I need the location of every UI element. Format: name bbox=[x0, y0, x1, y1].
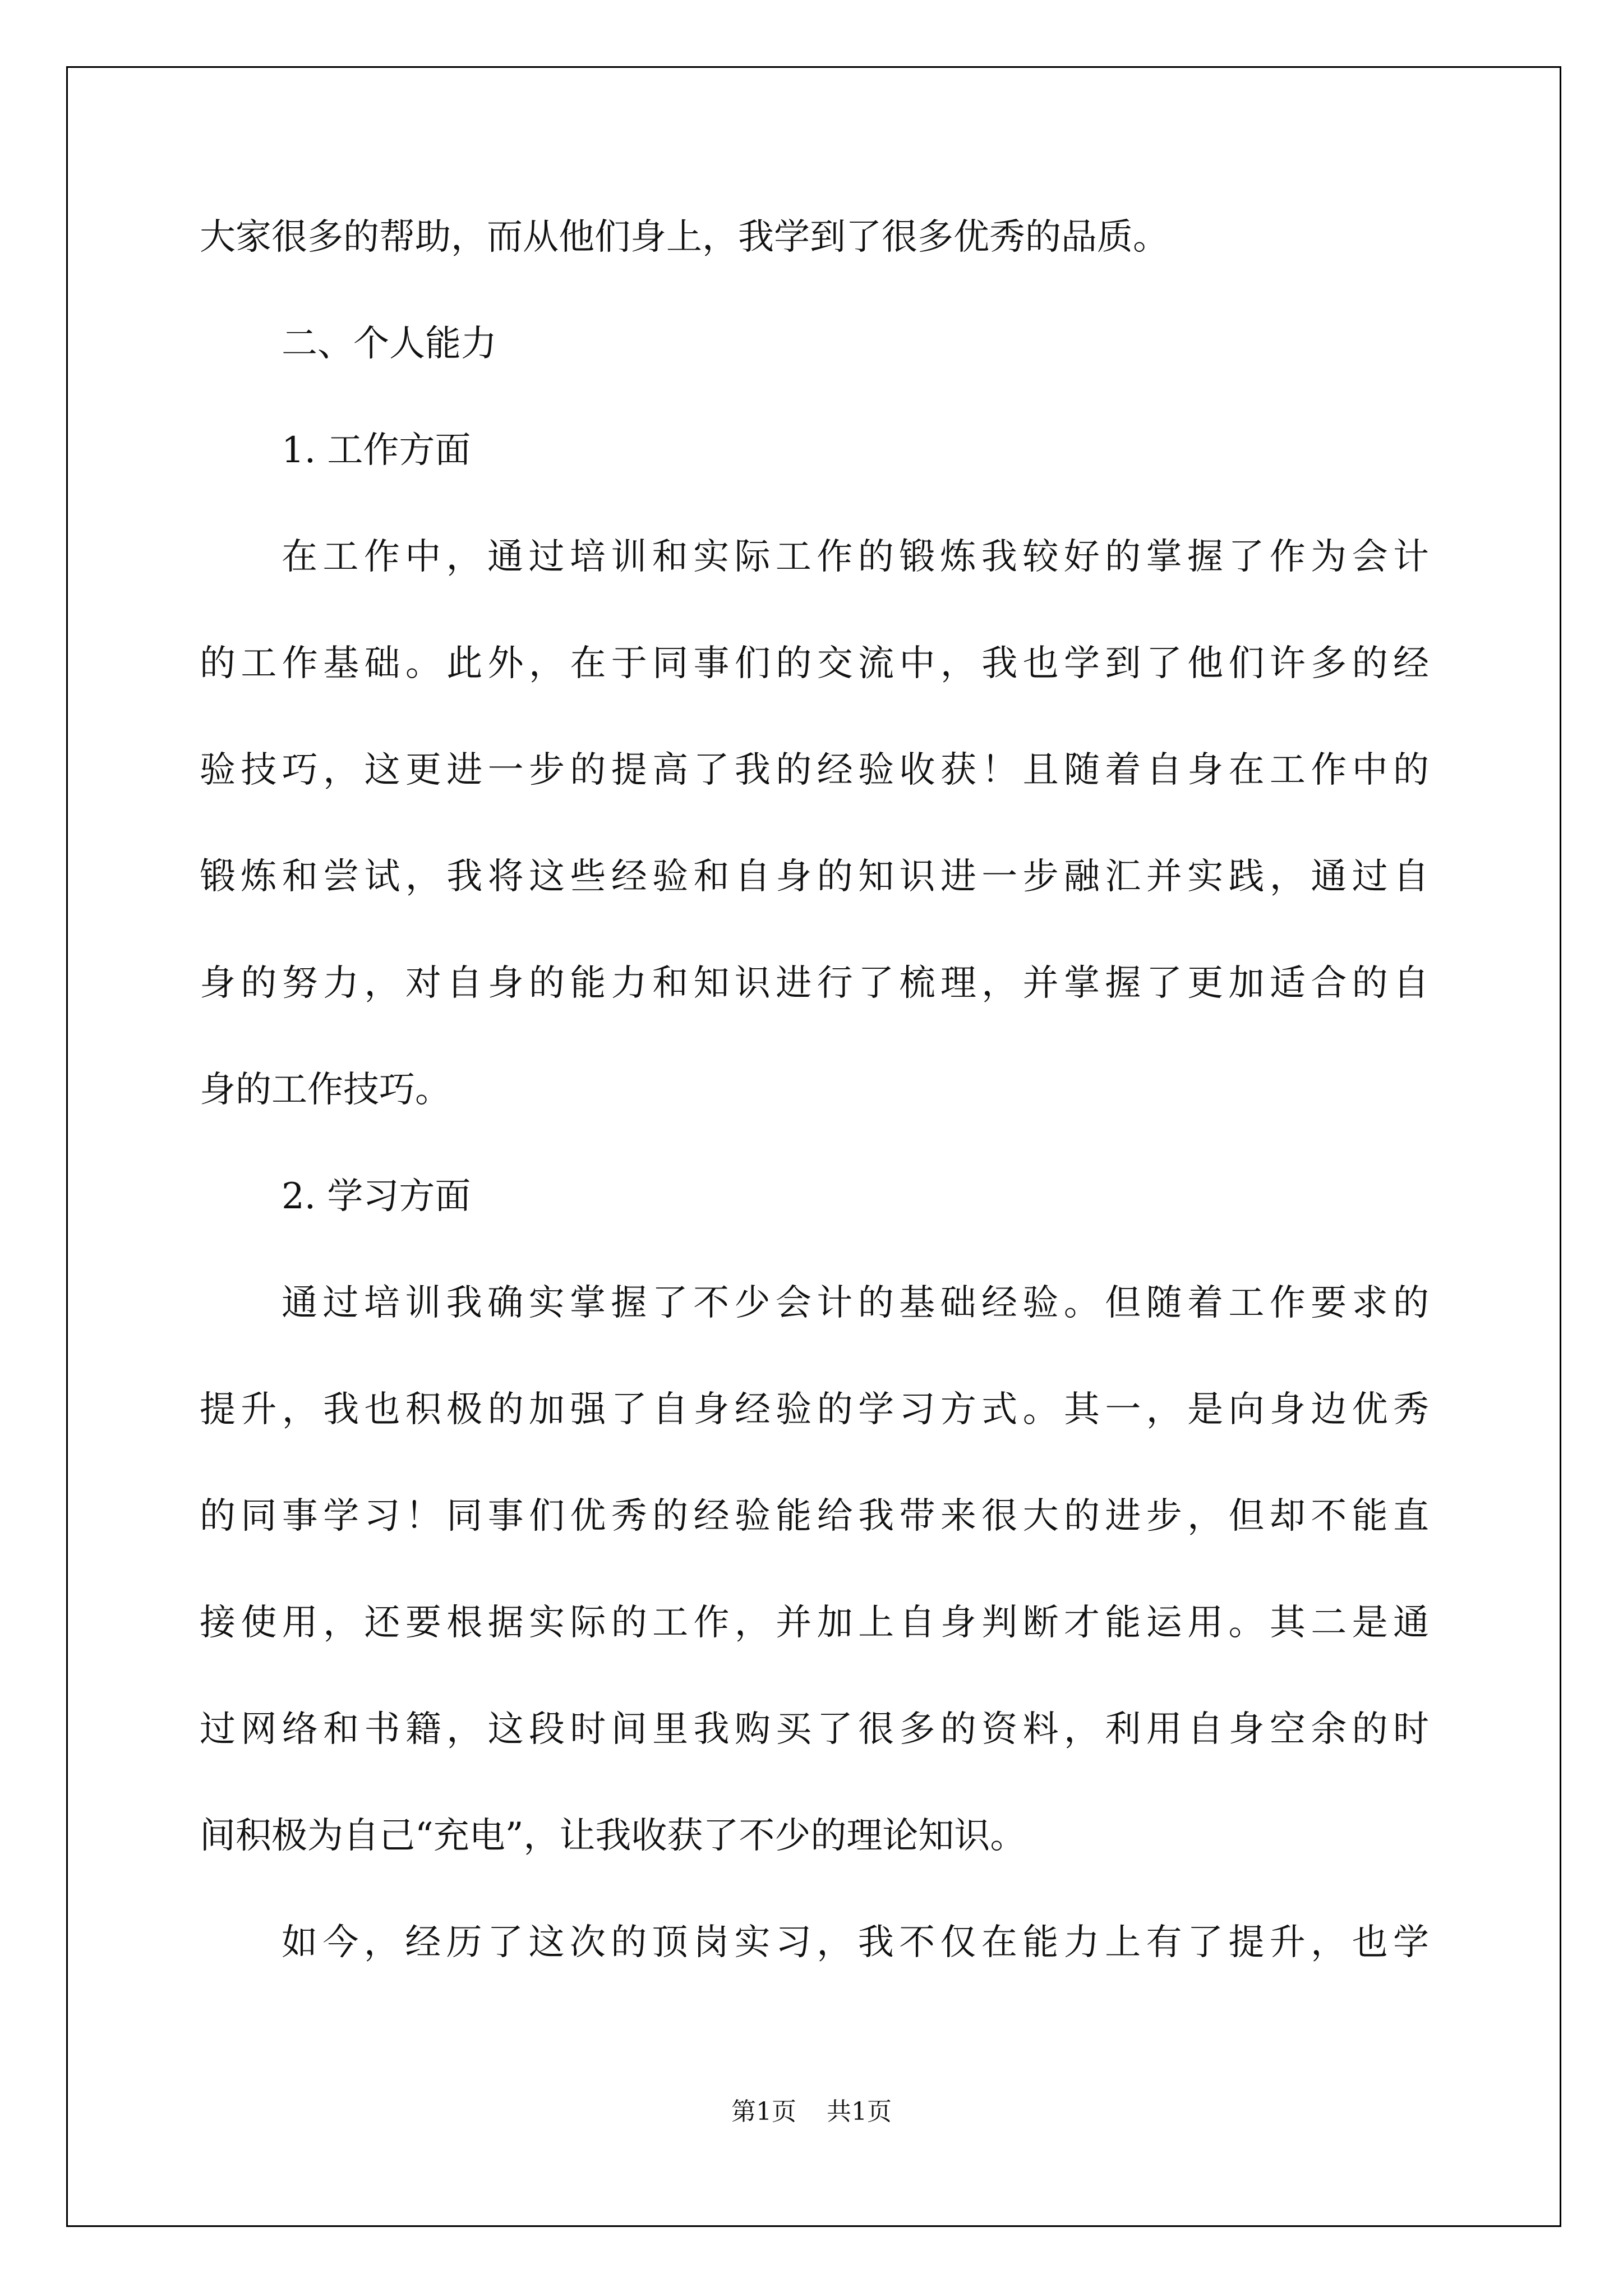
text-line: 二、个人能力 bbox=[282, 323, 497, 365]
text-line: 锻炼和尝试，我将这些经验和自身的知识进一步融汇并实践，通过自 bbox=[200, 856, 1429, 898]
text-line: 的同事学习！同事们优秀的经验能给我带来很大的进步，但却不能直 bbox=[200, 1496, 1429, 1537]
text-line: 验技巧，这更进一步的提高了我的经验收获！且随着自身在工作中的 bbox=[200, 749, 1429, 791]
page-number-current: 第1页 bbox=[731, 2097, 796, 2126]
text-line: 身的工作技巧。 bbox=[200, 1069, 451, 1111]
text-line: 的工作基础。此外，在于同事们的交流中，我也学到了他们许多的经 bbox=[200, 643, 1429, 684]
page-footer bbox=[0, 2091, 1623, 2127]
text-line: 过网络和书籍，这段时间里我购买了很多的资料，利用自身空余的时 bbox=[200, 1709, 1429, 1750]
text-line: 提升，我也积极的加强了自身经验的学习方式。其一，是向身边优秀 bbox=[200, 1389, 1429, 1430]
text-line: 接使用，还要根据实际的工作，并加上自身判断才能运用。其二是通 bbox=[200, 1602, 1429, 1644]
text-line: 身的努力，对自身的能力和知识进行了梳理，并掌握了更加适合的自 bbox=[200, 963, 1429, 1004]
text-line: 在工作中，通过培训和实际工作的锻炼我较好的掌握了作为会计 bbox=[282, 536, 1429, 578]
text-line: 间积极为自己“充电”，让我收获了不少的理论知识。 bbox=[200, 1815, 1026, 1857]
document-body bbox=[200, 184, 1429, 1996]
text-line: 通过培训我确实掌握了不少会计的基础经验。但随着工作要求的 bbox=[282, 1282, 1429, 1324]
text-line: 如今，经历了这次的顶岗实习，我不仅在能力上有了提升，也学 bbox=[282, 1922, 1429, 1963]
text-line: 2. 学习方面 bbox=[282, 1176, 471, 1217]
text-line: 1. 工作方面 bbox=[282, 430, 471, 471]
text-line: 大家很多的帮助，而从他们身上，我学到了很多优秀的品质。 bbox=[200, 217, 1169, 258]
page-number-total: 共1页 bbox=[827, 2097, 892, 2126]
